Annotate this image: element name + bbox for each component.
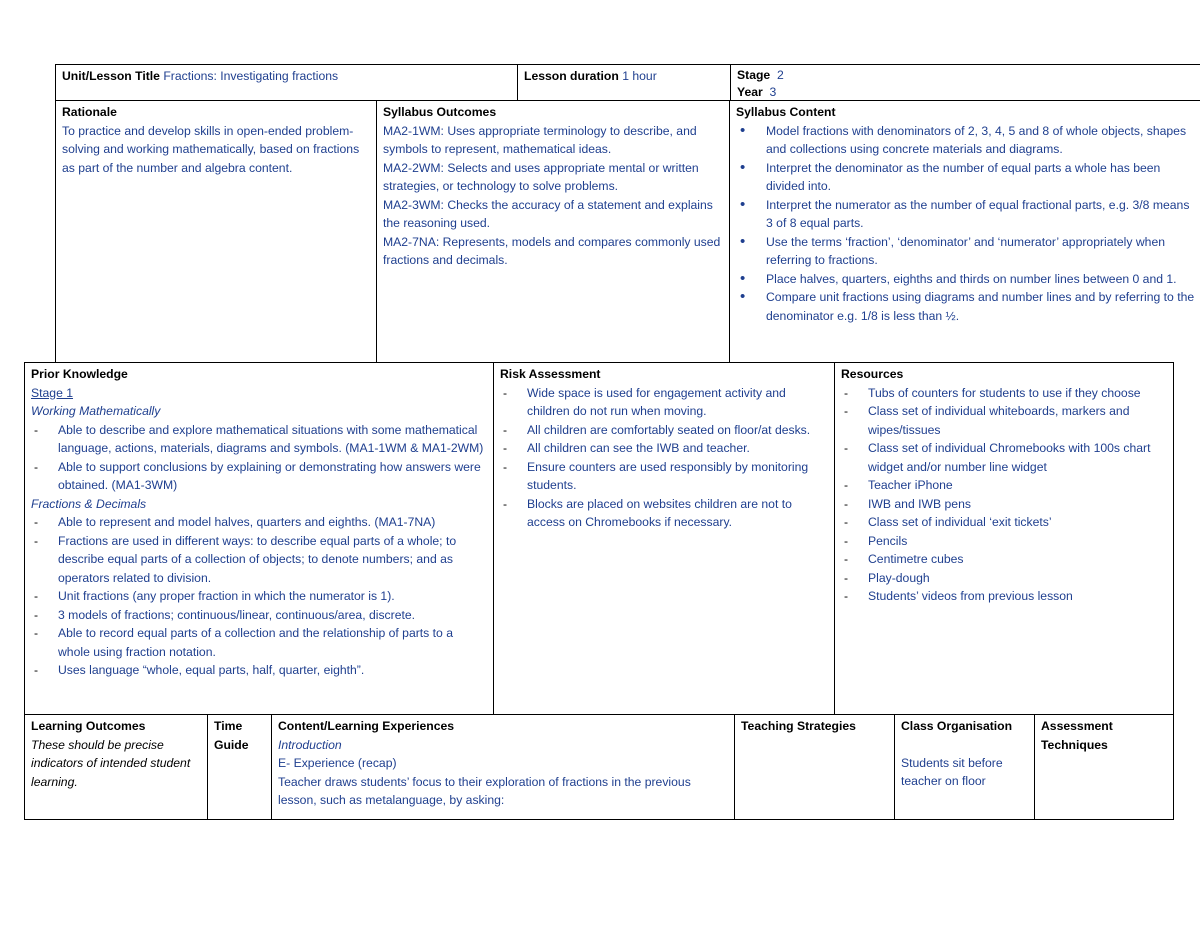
class-organisation-cell (894, 714, 1034, 820)
content-heading: Content/Learning Experiences (278, 719, 455, 733)
prior-knowledge-item: - Able to support conclusions by explaining or demonstrating how answers were obtained. (MA1-3WM) (31, 458, 488, 495)
risk-assessment-item: - Blocks are placed on websites children are not to access on Chromebooks if necessary. (500, 495, 829, 532)
rationale-cell (55, 101, 377, 362)
prior-knowledge-item: - Uses language “whole, equal parts, half, quarter, eighth”. (31, 661, 488, 680)
prior-knowledge-heading: Prior Knowledge (31, 367, 128, 381)
assessment-cell (1034, 714, 1174, 820)
learning-outcomes-heading: Learning Outcomes (31, 719, 146, 733)
syllabus-content-item: • Use the terms ‘fraction’, ‘denominator’ and ‘numerator’ appropriately when referring to fractions. (736, 233, 1198, 270)
syllabus-outcome-item: MA2-1WM: Uses appropriate terminology to describe, and symbols to represent, mathematical ideas. (383, 123, 697, 156)
time-guide-cell (207, 714, 271, 820)
syllabus-outcome-item: MA2-2WM: Selects and uses appropriate mental or written strategies, or technology to solve problems. (383, 160, 699, 193)
resource-item: - Tubs of counters for students to use if they choose (841, 384, 1167, 403)
syllabus-content-item: • Place halves, quarters, eighths and thirds on number lines between 0 and 1. (736, 270, 1198, 289)
syllabus-outcomes-heading: Syllabus Outcomes (383, 105, 497, 119)
resource-item: - Students’ videos from previous lesson (841, 587, 1167, 606)
rationale-text: To practice and develop skills in open-ended problem-solving and working mathematically, based on fractions as part of the number and algebra content. (62, 123, 360, 175)
lesson-duration-value: 1 hour (622, 69, 657, 83)
resources-cell (834, 362, 1174, 714)
lesson-duration-cell (517, 64, 730, 101)
risk-assessment-item: - Wide space is used for engagement activity and children do not run when moving. (500, 384, 829, 421)
resource-item: - Class set of individual whiteboards, markers and wipes/tissues (841, 402, 1167, 439)
prior-knowledge-item: - Able to record equal parts of a collection and the relationship of parts to a whole using fraction notation. (31, 624, 488, 661)
working-mathematically-heading: Working Mathematically (31, 404, 161, 418)
content-cell (271, 714, 734, 820)
syllabus-content-item: • Interpret the numerator as the number of equal fractional parts, e.g. 3/8 means 3 of 8 equal parts. (736, 196, 1198, 233)
syllabus-content-item: • Model fractions with denominators of 2, 3, 4, 5 and 8 of whole objects, shapes and collections using concrete materials and diagrams. (736, 122, 1198, 159)
syllabus-outcome-item: MA2-3WM: Checks the accuracy of a statement and explains the reasoning used. (383, 197, 713, 230)
teaching-strategies-cell (734, 714, 894, 820)
syllabus-outcome-item: MA2-7NA: Represents, models and compares commonly used fractions and decimals. (383, 234, 721, 267)
resource-item: - Class set of individual ‘exit tickets’ (841, 513, 1167, 532)
syllabus-content-cell (729, 101, 1200, 362)
content-text: Teacher draws students’ focus to their exploration of fractions in the previous lesson, such as metalanguage, by asking: (278, 774, 691, 807)
prior-knowledge-item: - Able to describe and explore mathematical situations with some mathematical language, actions, materials, diagrams and symbols. (MA1-1WM & MA1-2WM) (31, 421, 488, 458)
content-phase: E- Experience (recap) (278, 756, 397, 770)
syllabus-content-item: • Compare unit fractions using diagrams and number lines and by referring to the denominator e.g. 1/8 is less than ½. (736, 288, 1198, 325)
risk-assessment-item: - Ensure counters are used responsibly by monitoring students. (500, 458, 829, 495)
year-value: 3 (769, 85, 777, 99)
prior-knowledge-item: - 3 models of fractions; continuous/linear, continuous/area, discrete. (31, 606, 488, 625)
risk-assessment-item: - All children are comfortably seated on floor/at desks. (500, 421, 829, 440)
stage-value: 2 (776, 68, 784, 82)
unit-title-cell (55, 64, 517, 101)
resource-item: - Class set of individual Chromebooks with 100s chart widget and/or number line widget (841, 439, 1167, 476)
learning-outcomes-text: These should be precise indicators of intended student learning. (31, 737, 191, 789)
risk-assessment-cell (493, 362, 835, 714)
fractions-decimals-heading: Fractions & Decimals (31, 496, 147, 511)
lesson-duration-label: Lesson duration (524, 69, 619, 83)
learning-outcomes-cell (24, 714, 207, 820)
resource-item: - Centimetre cubes (841, 550, 1167, 569)
prior-knowledge-cell (24, 362, 494, 714)
content-intro: Introduction (278, 737, 342, 752)
prior-knowledge-item: - Unit fractions (any proper fraction in which the numerator is 1). (31, 587, 488, 606)
class-organisation-text: Students sit before teacher on floor (901, 755, 1003, 788)
resource-item: - Play-dough (841, 569, 1167, 588)
resource-item: - Teacher iPhone (841, 476, 1167, 495)
syllabus-content-heading: Syllabus Content (736, 105, 836, 119)
risk-assessment-heading: Risk Assessment (500, 367, 601, 381)
resource-item: - Pencils (841, 532, 1167, 551)
syllabus-content-item: • Interpret the denominator as the number of equal parts a whole has been divided into. (736, 159, 1198, 196)
risk-assessment-item: - All children can see the IWB and teacher. (500, 439, 829, 458)
resource-item: - IWB and IWB pens (841, 495, 1167, 514)
prior-knowledge-stage: Stage 1 (31, 385, 74, 400)
prior-knowledge-item: - Able to represent and model halves, quarters and eighths. (MA1-7NA) (31, 513, 488, 532)
syllabus-outcomes-cell (376, 101, 730, 362)
class-organisation-heading: Class Organisation (901, 719, 1013, 733)
unit-title-value: Fractions: Investigating fractions (163, 69, 339, 83)
assessment-heading: Assessment Techniques (1041, 719, 1113, 752)
stage-year-cell (730, 64, 1200, 101)
teaching-strategies-heading: Teaching Strategies (741, 719, 856, 733)
resources-heading: Resources (841, 367, 904, 381)
time-guide-heading: Time Guide (214, 719, 249, 752)
prior-knowledge-item: - Fractions are used in different ways: to describe equal parts of a whole; to describe equal parts of a collection of objects; to denote numbers; and as operators related to division. (31, 532, 488, 588)
rationale-heading: Rationale (62, 105, 117, 119)
stage-label: Stage (737, 68, 771, 82)
year-label: Year (737, 85, 763, 99)
unit-title-label: Unit/Lesson Title (62, 69, 160, 83)
